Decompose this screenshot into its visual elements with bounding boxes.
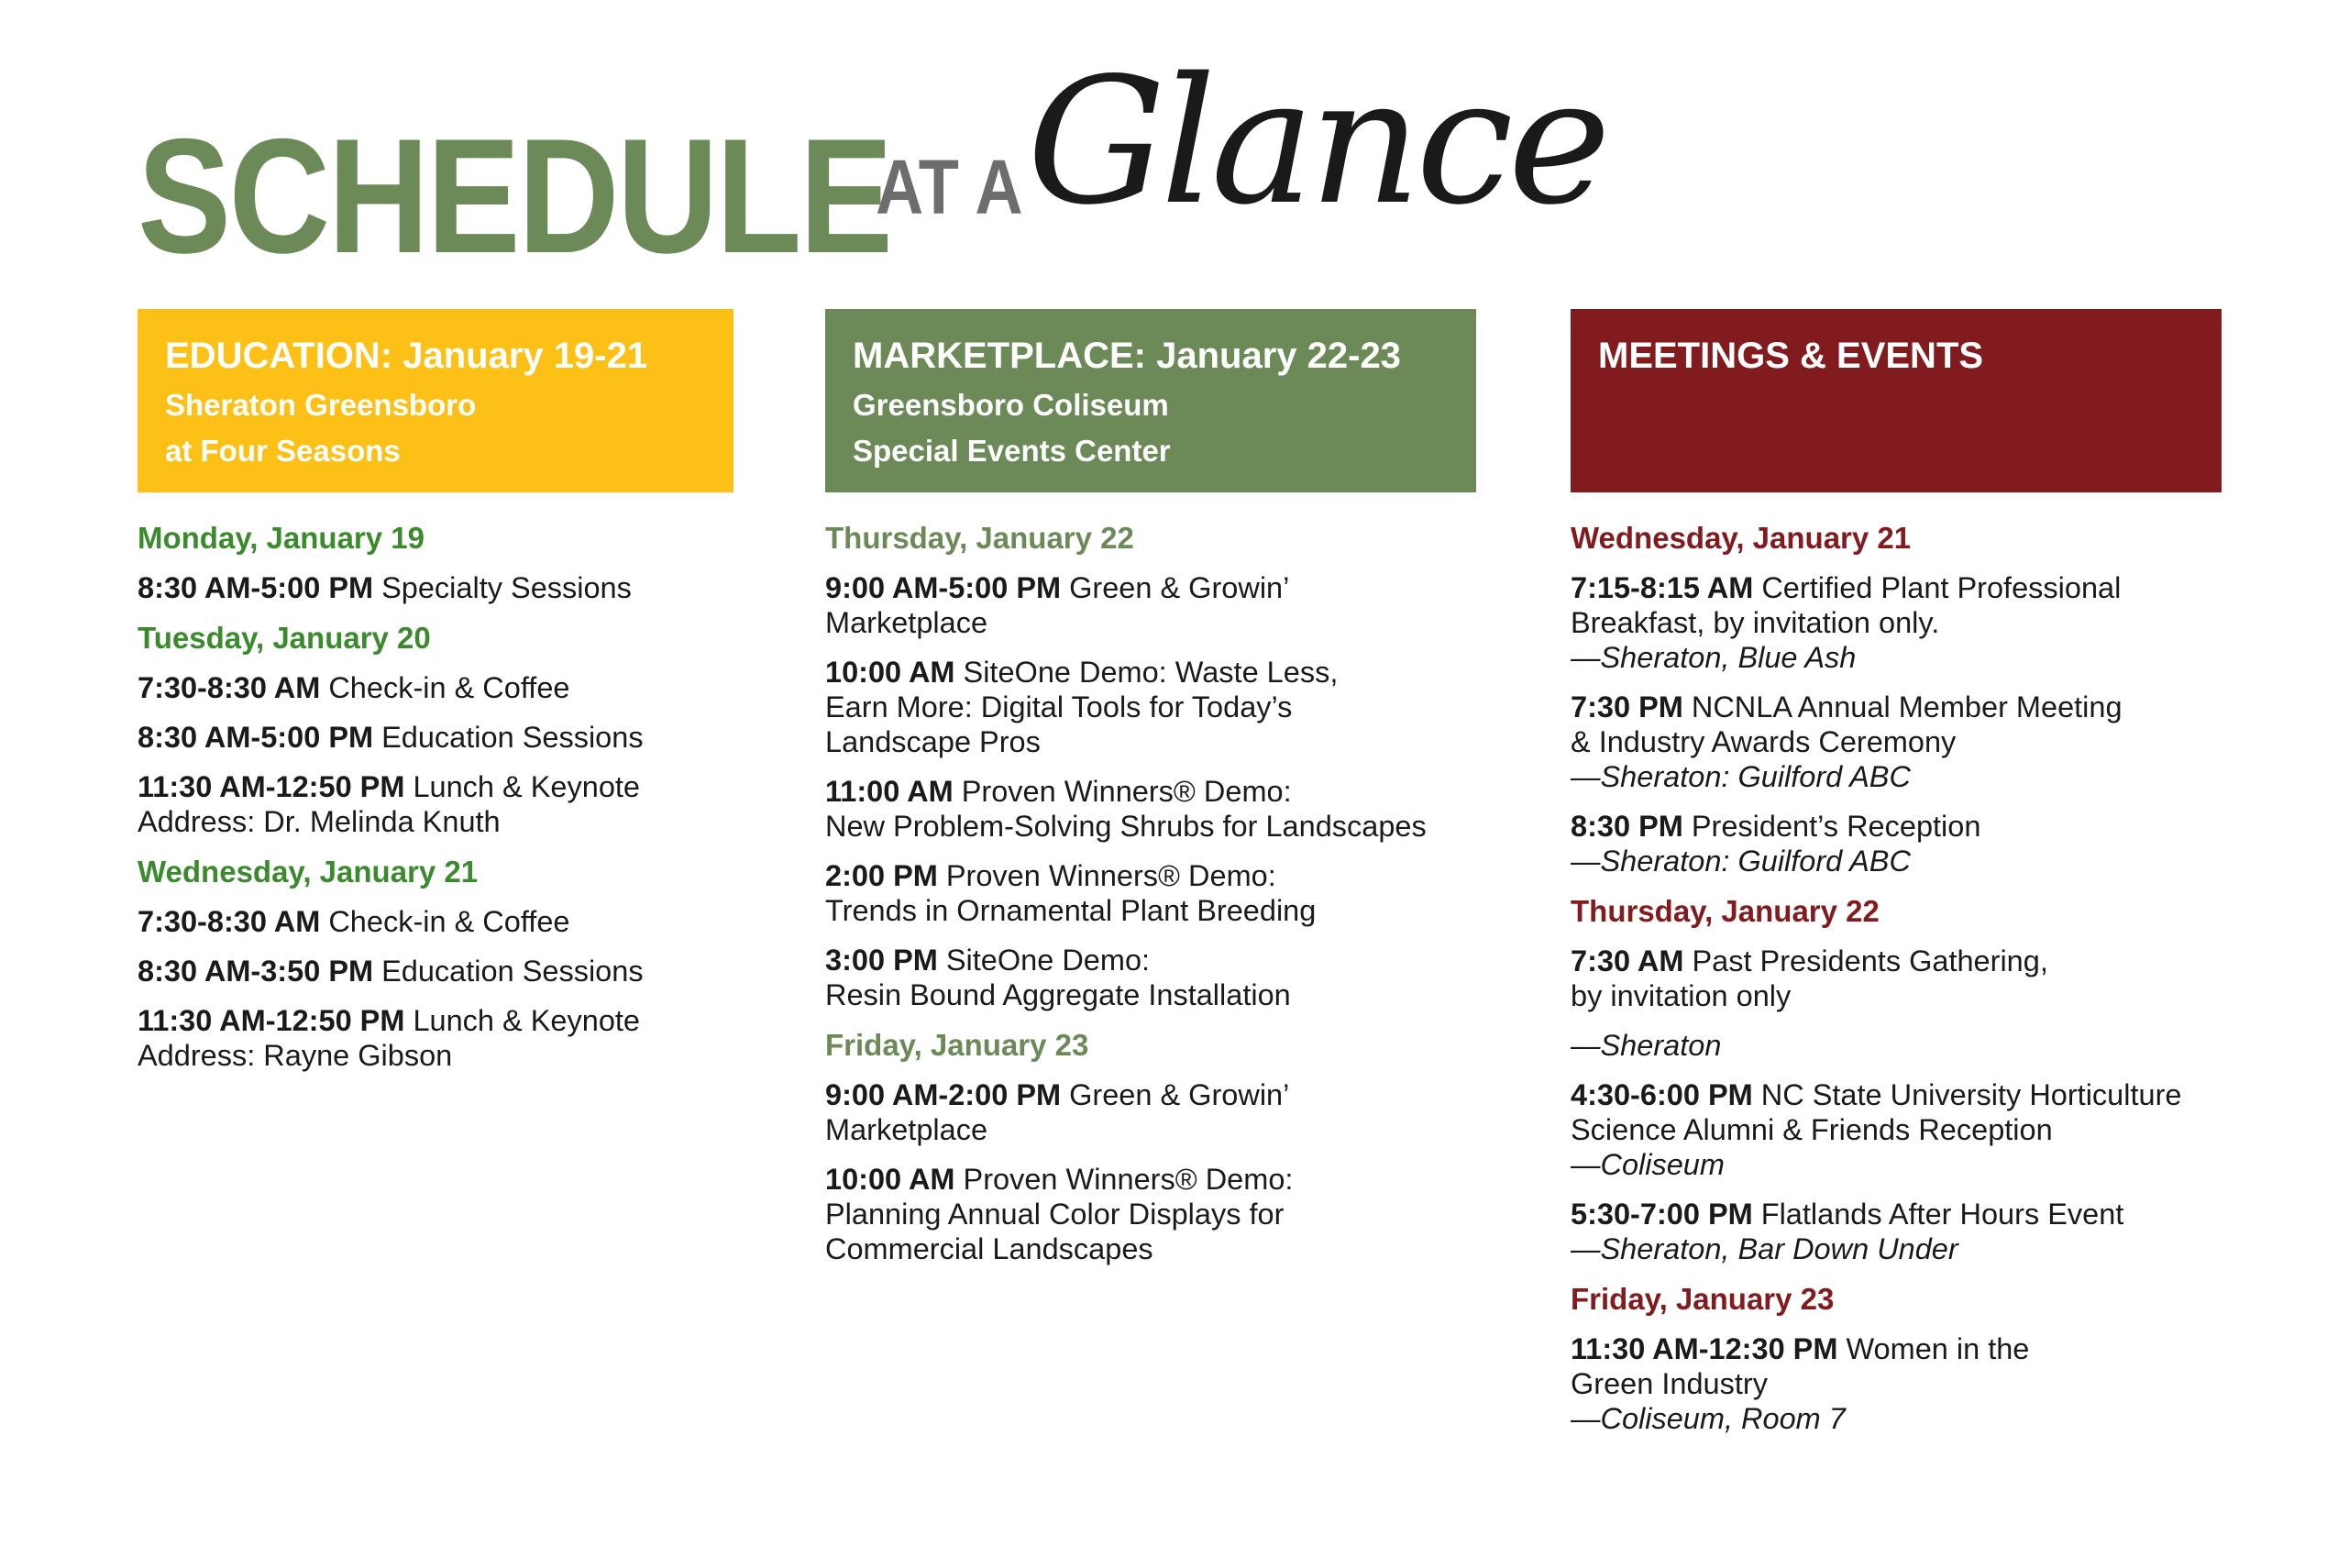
marketplace-schedule (825, 492, 1476, 1266)
item-title-line3: Landscape Pros (825, 725, 1041, 758)
item-venue: —Sheraton (1571, 1029, 1722, 1062)
education-header-venue-line2: at Four Seasons (165, 434, 401, 468)
item-title-line3: Commercial Landscapes (825, 1232, 1153, 1265)
education-header-title: EDUCATION: January 19-21 (165, 336, 648, 376)
schedule-item (1571, 1077, 2222, 1182)
item-title: Education Sessions (381, 955, 644, 988)
item-venue: —Sheraton: Guilford ABC (1571, 845, 1911, 878)
day-heading: Wednesday, January 21 (1571, 521, 1912, 555)
item-title-line2: by invitation only (1571, 979, 1792, 1012)
item-title: Proven Winners® Demo: (963, 1163, 1294, 1196)
marketplace-header-title: MARKETPLACE: January 22-23 (853, 336, 1401, 376)
schedule-item (825, 943, 1476, 1012)
schedule-item (138, 904, 733, 939)
marketplace-header-venue: Greensboro Coliseum (853, 388, 1169, 422)
item-title: Check-in & Coffee (328, 671, 570, 704)
item-title: SiteOne Demo: Waste Less, (963, 656, 1339, 689)
schedule-item (825, 1077, 1476, 1147)
item-title: Proven Winners® Demo: (961, 775, 1292, 808)
item-time: 10:00 AM (825, 656, 955, 689)
item-title: Lunch & Keynote (413, 770, 640, 803)
schedule-item (138, 1003, 733, 1073)
item-title-line2: Science Alumni & Friends Reception (1571, 1113, 2053, 1146)
schedule-item (138, 720, 733, 755)
item-title: Education Sessions (381, 721, 644, 754)
title-schedule: SCHEDULE (138, 105, 891, 287)
item-time: 2:00 PM (825, 859, 938, 892)
schedule-item (1571, 809, 2222, 878)
marketplace-column (825, 309, 1476, 1281)
item-title-line2: Marketplace (825, 1113, 988, 1146)
item-title: Check-in & Coffee (328, 905, 570, 938)
item-title-line2: Planning Annual Color Displays for (825, 1198, 1285, 1231)
item-title-line2: Trends in Ornamental Plant Breeding (825, 894, 1317, 927)
meetings-header (1571, 309, 2222, 492)
schedule-item (825, 655, 1476, 759)
meetings-header-title: MEETINGS & EVENTS (1598, 336, 1984, 376)
item-title: Certified Plant Professional (1761, 571, 2122, 604)
item-title-line2: Marketplace (825, 606, 988, 639)
education-column (138, 309, 733, 1088)
schedule-item (138, 954, 733, 988)
item-title-line2: & Industry Awards Ceremony (1571, 725, 1957, 758)
schedule-item (1571, 690, 2222, 794)
item-time: 3:00 PM (825, 944, 938, 977)
item-title-line2: Breakfast, by invitation only. (1571, 606, 1940, 639)
meetings-schedule (1571, 492, 2222, 1436)
item-time: 8:30 AM-5:00 PM (138, 721, 374, 754)
item-title: Lunch & Keynote (413, 1004, 640, 1037)
item-title: Women in the (1846, 1332, 2030, 1365)
item-time: 4:30-6:00 PM (1571, 1078, 1753, 1111)
item-venue: —Coliseum (1571, 1148, 1725, 1181)
item-time: 11:00 AM (825, 775, 954, 808)
item-time: 8:30 PM (1571, 810, 1683, 843)
education-header-venue: Sheraton Greensboro (165, 388, 477, 422)
item-title-line2: Earn More: Digital Tools for Today’s (825, 690, 1293, 723)
meetings-column (1571, 309, 2222, 1451)
item-time: 7:30 AM (1571, 944, 1684, 977)
schedule-item (138, 769, 733, 839)
item-title-line2: New Problem-Solving Shrubs for Landscapes (825, 810, 1427, 843)
item-title: SiteOne Demo: (945, 944, 1151, 977)
schedule-item (825, 774, 1476, 844)
day-heading: Tuesday, January 20 (138, 621, 431, 655)
schedule-item (825, 570, 1476, 640)
item-venue: —Coliseum, Room 7 (1571, 1402, 1846, 1435)
item-time: 7:30 PM (1571, 690, 1683, 723)
title-at-a: AT A (876, 144, 1023, 230)
schedule-item (138, 670, 733, 705)
day-heading: Thursday, January 22 (825, 521, 1134, 555)
item-title-line2: Address: Dr. Melinda Knuth (138, 805, 501, 838)
item-time: 10:00 AM (825, 1163, 955, 1196)
schedule-item (1571, 1028, 2222, 1063)
item-title: Green & Growin’ (1069, 1078, 1290, 1111)
item-time: 9:00 AM-5:00 PM (825, 571, 1062, 604)
item-time: 11:30 AM-12:50 PM (138, 770, 405, 803)
item-title-line2: Resin Bound Aggregate Installation (825, 978, 1291, 1011)
title-glance: Glance (1027, 40, 1606, 243)
day-heading: Thursday, January 22 (1571, 894, 1880, 928)
item-title: NC State University Horticulture (1760, 1078, 2182, 1111)
schedule-item (1571, 1197, 2222, 1266)
day-heading: Monday, January 19 (138, 521, 425, 555)
item-time: 5:30-7:00 PM (1571, 1198, 1753, 1231)
schedule-item (825, 1162, 1476, 1266)
item-time: 11:30 AM-12:30 PM (1571, 1332, 1838, 1365)
item-venue: —Sheraton, Bar Down Under (1571, 1232, 1958, 1265)
education-schedule (138, 492, 733, 1073)
item-title: Past Presidents Gathering, (1692, 944, 2048, 977)
item-venue: —Sheraton: Guilford ABC (1571, 760, 1911, 793)
item-venue: —Sheraton, Blue Ash (1571, 641, 1857, 674)
item-time: 8:30 AM-5:00 PM (138, 571, 374, 604)
schedule-item (138, 570, 733, 605)
schedule-item (1571, 1331, 2222, 1436)
item-title-line2: Green Industry (1571, 1367, 1768, 1400)
item-time: 9:00 AM-2:00 PM (825, 1078, 1062, 1111)
item-time: 7:30-8:30 AM (138, 905, 321, 938)
item-title: President’s Reception (1691, 810, 1981, 843)
item-title: Flatlands After Hours Event (1760, 1198, 2124, 1231)
item-time: 7:30-8:30 AM (138, 671, 321, 704)
schedule-item (825, 858, 1476, 928)
item-time: 8:30 AM-3:50 PM (138, 955, 374, 988)
day-heading: Friday, January 23 (825, 1028, 1089, 1062)
education-header (138, 309, 733, 492)
schedule-item (1571, 944, 2222, 1013)
marketplace-header (825, 309, 1476, 492)
item-title: Specialty Sessions (381, 571, 632, 604)
day-heading: Friday, January 23 (1571, 1282, 1835, 1316)
item-title: Proven Winners® Demo: (945, 859, 1276, 892)
item-time: 7:15-8:15 AM (1571, 571, 1754, 604)
item-title: Green & Growin’ (1069, 571, 1290, 604)
schedule-item (1571, 570, 2222, 675)
item-time: 11:30 AM-12:50 PM (138, 1004, 405, 1037)
day-heading: Wednesday, January 21 (138, 855, 479, 889)
item-title: NCNLA Annual Member Meeting (1691, 690, 2123, 723)
marketplace-header-venue-line2: Special Events Center (853, 434, 1171, 468)
item-title-line2: Address: Rayne Gibson (138, 1039, 453, 1072)
